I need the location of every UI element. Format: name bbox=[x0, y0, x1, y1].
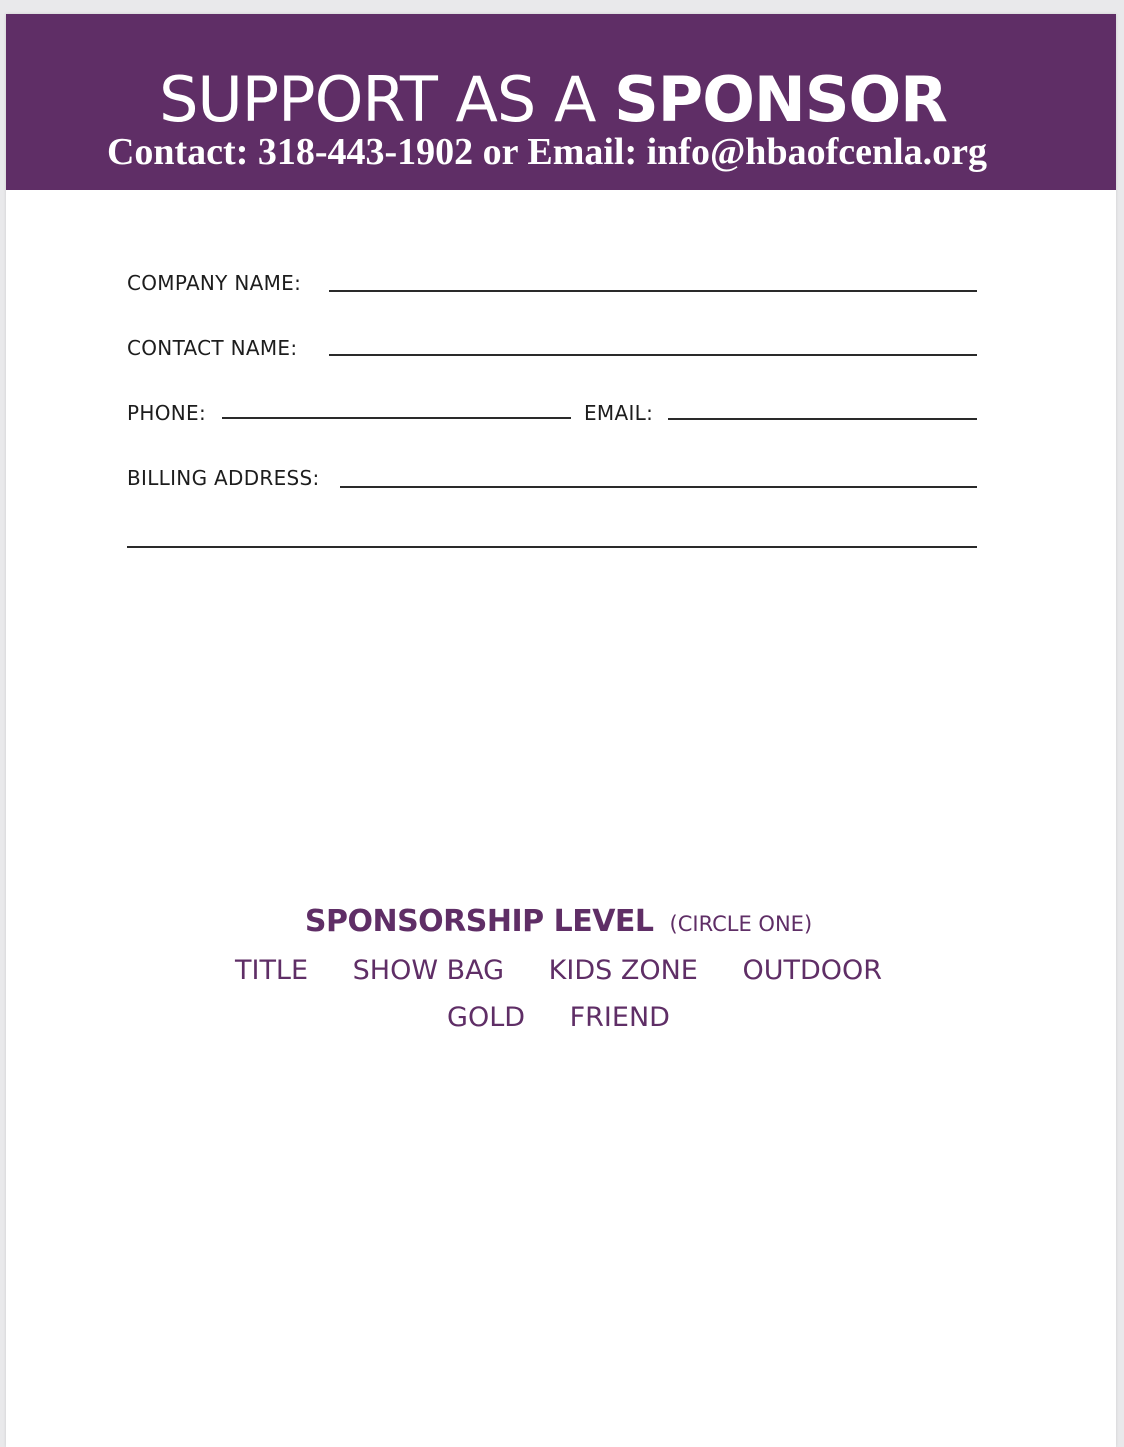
sponsorship-options-row-2 bbox=[6, 1001, 1111, 1035]
email-label: EMAIL: bbox=[584, 401, 654, 425]
level-option-outdoor[interactable]: OUTDOOR bbox=[742, 955, 882, 986]
circle-one-note: (CIRCLE ONE) bbox=[669, 912, 813, 936]
contact-name-field[interactable] bbox=[329, 354, 977, 356]
banner-contact: Contact: 318-443-1902 or Email: info@hbaofcenla.org bbox=[106, 131, 988, 173]
billing-address-field[interactable] bbox=[340, 486, 977, 488]
form-sheet bbox=[6, 14, 1116, 1447]
phone-label: PHONE: bbox=[127, 401, 206, 425]
level-option-gold[interactable]: GOLD bbox=[447, 1002, 526, 1033]
level-option-friend[interactable]: FRIEND bbox=[569, 1002, 670, 1033]
sponsorship-level-title: SPONSORSHIP LEVEL bbox=[304, 904, 654, 939]
banner-title-bold: SPONSOR bbox=[614, 63, 947, 136]
phone-field[interactable] bbox=[222, 417, 571, 419]
level-option-kids-zone[interactable]: KIDS ZONE bbox=[548, 955, 698, 986]
contact-name-label: CONTACT NAME: bbox=[127, 336, 298, 360]
level-option-title[interactable]: TITLE bbox=[234, 955, 309, 986]
sponsorship-options-row-1 bbox=[6, 954, 1111, 988]
header-banner bbox=[6, 14, 1116, 190]
billing-address-field-line2[interactable] bbox=[127, 546, 977, 548]
company-name-label: COMPANY NAME: bbox=[127, 271, 302, 295]
banner-title-light: SUPPORT AS A bbox=[159, 63, 615, 136]
sponsorship-level-heading bbox=[6, 904, 1111, 939]
company-name-field[interactable] bbox=[329, 290, 977, 292]
billing-address-label: BILLING ADDRESS: bbox=[127, 466, 320, 490]
email-field[interactable] bbox=[668, 418, 977, 420]
level-option-show-bag[interactable]: SHOW BAG bbox=[352, 955, 505, 986]
